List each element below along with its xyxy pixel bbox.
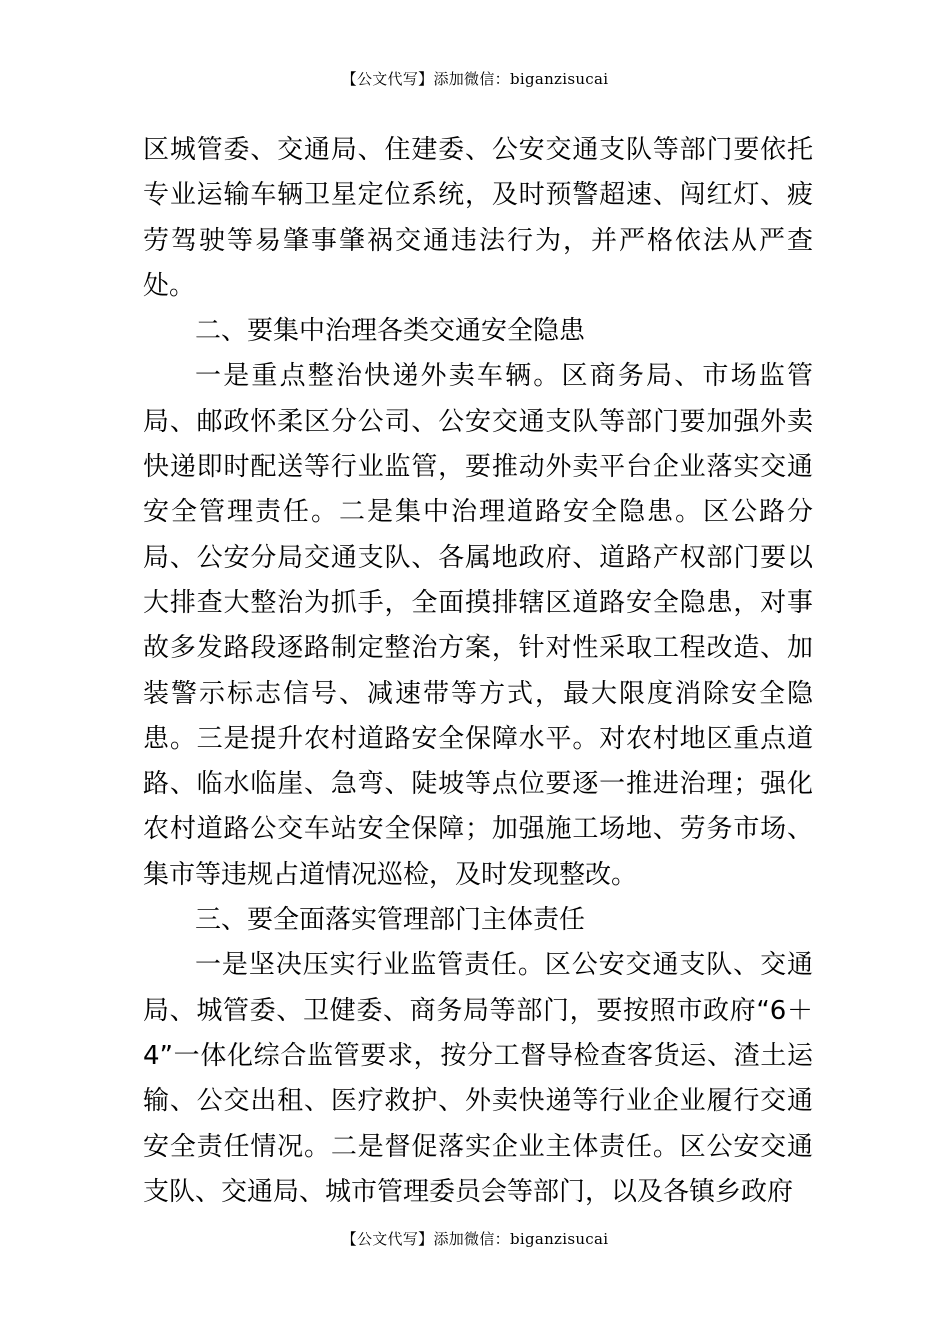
page-footer: 【公文代写】添加微信：biganzisucai bbox=[341, 1230, 609, 1248]
paragraph-section-3: 一是坚决压实行业监管责任。区公安交通支队、交通局、城管委、卫健委、商务局等部门，要按照市政府“6＋4”一体化综合监管要求，按分工督导检查客货运、渣土运输、公交出租、医疗救护、外卖快递等行业企业履行交通安全责任情况。二是督促落实企业主体责任。区公安交通支队、交通局、城市管理委员会等部门，以及各镇乡政府 bbox=[143, 950, 813, 1207]
paragraph-section-2: 一是重点整治快递外卖车辆。区商务局、市场监管局、邮政怀柔区分公司、公安交通支队等部门要加强外卖快递即时配送等行业监管，要推动外卖平台企业落实交通安全管理责任。二是集中治理道路安全隐患。区公路分局、公安分局交通支队、各属地政府、道路产权部门要以大排查大整治为抓手，全面摸排辖区道路安全隐患，对事故多发路段逐路制定整治方案，针对性采取工程改造、加装警示标志信号、减速带等方式，最大限度消除安全隐患。三是提升农村道路安全保障水平。对农村地区重点道路、临水临崖、急弯、陡坡等点位要逐一推进治理；强化农村道路公交车站安全保障；加强施工场地、劳务市场、集市等违规占道情况巡检，及时发现整改。 bbox=[143, 361, 813, 890]
section-heading-3: 三、要全面落实管理部门主体责任 bbox=[195, 905, 586, 936]
page-header: 【公文代写】添加微信：biganzisucai bbox=[341, 70, 609, 88]
section-heading-2: 二、要集中治理各类交通安全隐患 bbox=[195, 316, 586, 347]
document-body bbox=[143, 128, 813, 1215]
paragraph-continuation: 区城管委、交通局、住建委、公安交通支队等部门要依托专业运输车辆卫星定位系统，及时预警超速、闯红灯、疲劳驾驶等易肇事肇祸交通违法行为，并严格依法从严查处。 bbox=[143, 135, 813, 301]
